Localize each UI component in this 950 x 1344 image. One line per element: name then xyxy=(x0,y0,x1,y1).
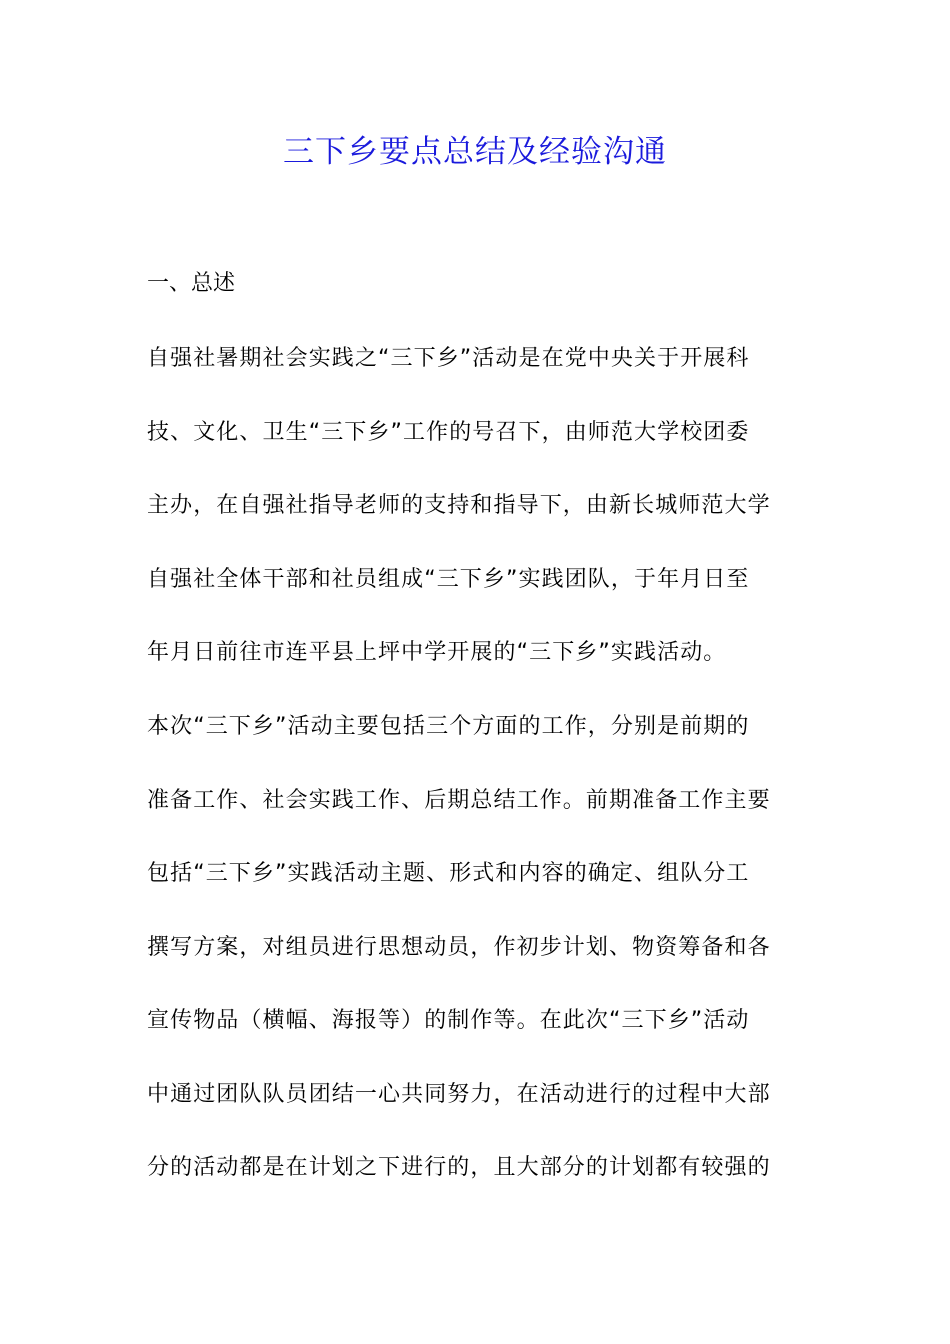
section-heading: 一、总述 xyxy=(147,271,236,296)
paragraph-line: 本次“三下乡”活动主要包括三个方面的工作，分别是前期的 xyxy=(147,714,750,739)
paragraph-line: 宣传物品（横幅、海报等）的制作等。在此次“三下乡”活动 xyxy=(147,1008,750,1033)
paragraph-line: 自强社全体干部和社员组成“三下乡”实践团队，于年月日至 xyxy=(147,566,750,592)
paragraph-overview xyxy=(147,322,807,690)
paragraph-line: 主办，在自强社指导老师的支持和指导下，由新长城师范大学 xyxy=(147,493,771,518)
paragraph-line: 分的活动都是在计划之下进行的，且大部分的计划都有较强的 xyxy=(147,1155,771,1180)
paragraph-line: 中通过团队队员团结一心共同努力，在活动进行的过程中大部 xyxy=(147,1081,771,1107)
document-title: 三下乡要点总结及经验沟通 xyxy=(283,134,667,170)
paragraph-line: 年月日前往市连平县上坪中学开展的“三下乡”实践活动。 xyxy=(147,640,727,665)
paragraph-activity-scope xyxy=(147,690,807,1205)
paragraph-line: 撰写方案，对组员进行思想动员，作初步计划、物资筹备和各 xyxy=(147,934,771,960)
paragraph-line: 包括“三下乡”实践活动主题、形式和内容的确定、组队分工 xyxy=(147,861,750,886)
paragraph-line: 自强社暑期社会实践之“三下乡”活动是在党中央关于开展科 xyxy=(147,346,750,371)
paragraph-line: 技、文化、卫生“三下乡”工作的号召下，由师范大学校团委 xyxy=(147,419,750,445)
paragraph-line: 准备工作、社会实践工作、后期总结工作。前期准备工作主要 xyxy=(147,787,771,813)
